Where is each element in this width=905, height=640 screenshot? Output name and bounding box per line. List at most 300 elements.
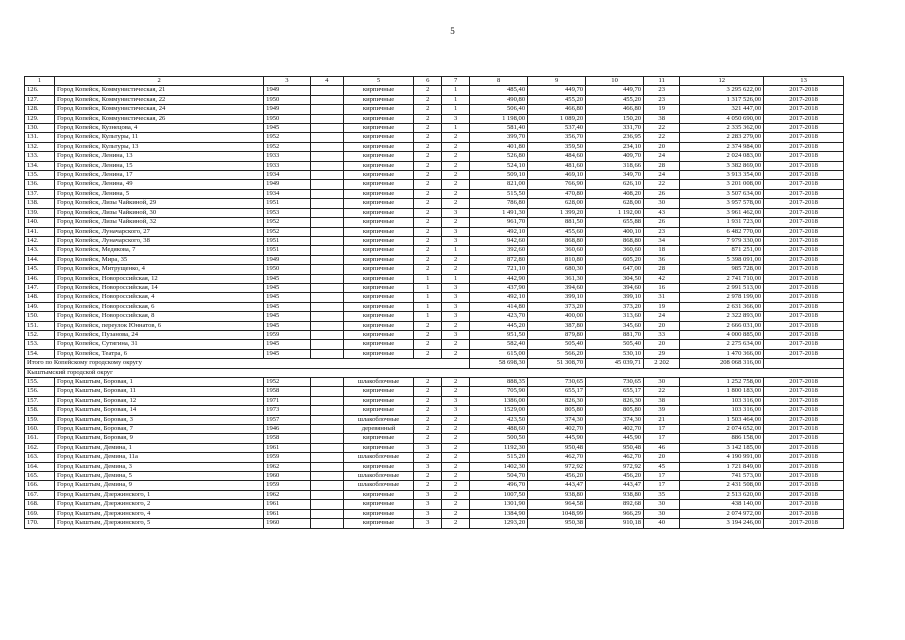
table-cell: 23 <box>644 227 680 236</box>
table-cell: Город Копейск, Культуры, 11 <box>55 133 264 142</box>
table-cell: кирпичные <box>343 490 413 499</box>
table-cell: 154. <box>25 349 55 358</box>
table-cell <box>310 330 343 339</box>
table-cell: кирпичные <box>343 86 413 95</box>
table-cell: 3 <box>442 236 470 245</box>
table-cell <box>310 142 343 151</box>
table-cell: 374,30 <box>528 415 586 424</box>
table-cell: 423,70 <box>470 312 528 321</box>
table-cell: 3 142 185,00 <box>680 443 764 452</box>
table-cell: 964,58 <box>528 500 586 509</box>
table-cell: 524,10 <box>470 161 528 170</box>
table-cell: 2017-2018 <box>764 330 844 339</box>
table-cell: 2 <box>414 114 442 123</box>
table-cell: 582,40 <box>470 340 528 349</box>
table-cell: 40 <box>644 519 680 528</box>
table-cell: 1 <box>414 274 442 283</box>
table-cell: 414,80 <box>470 302 528 311</box>
table-row <box>25 443 844 452</box>
table-cell: 3 961 462,00 <box>680 208 764 217</box>
table-cell: 2017-2018 <box>764 218 844 227</box>
table-cell: 1402,30 <box>470 462 528 471</box>
table-cell: шлакоблочные <box>343 472 413 481</box>
table-cell: 950,38 <box>528 519 586 528</box>
table-cell: 140. <box>25 218 55 227</box>
table-cell: 2 <box>442 349 470 358</box>
table-cell: Город Копейск, Лизы Чайкиной, 32 <box>55 218 264 227</box>
table-cell: 2017-2018 <box>764 293 844 302</box>
table-cell: 1 <box>442 105 470 114</box>
table-cell: 2 <box>442 180 470 189</box>
table-cell: 442,90 <box>470 274 528 283</box>
table-row <box>25 114 844 123</box>
table-cell: 141. <box>25 227 55 236</box>
table-cell: 34 <box>644 236 680 245</box>
table-cell <box>310 321 343 330</box>
table-cell: 1 317 526,00 <box>680 95 764 104</box>
table-cell: 3 <box>442 396 470 405</box>
table-cell: 2 024 083,00 <box>680 152 764 161</box>
table-cell: 492,10 <box>470 293 528 302</box>
table-cell: кирпичные <box>343 302 413 311</box>
table-cell: кирпичные <box>343 387 413 396</box>
table-cell: 22 <box>644 133 680 142</box>
table-row <box>25 199 844 208</box>
table-cell: 2017-2018 <box>764 378 844 387</box>
table-cell: 2017-2018 <box>764 519 844 528</box>
table-cell: 2 <box>414 330 442 339</box>
table-cell: 910,18 <box>586 519 644 528</box>
table-cell: 373,20 <box>586 302 644 311</box>
table-cell: 36 <box>644 255 680 264</box>
table-cell: 1946 <box>264 425 311 434</box>
table-cell: 3 <box>442 114 470 123</box>
table-cell: 892,68 <box>586 500 644 509</box>
table-cell: Город Кыштым, Демина, 1 <box>55 443 264 452</box>
table-cell: 445,20 <box>470 321 528 330</box>
table-cell: 2 <box>414 472 442 481</box>
table-cell: 29 <box>644 349 680 358</box>
table-cell: 17 <box>644 481 680 490</box>
table-cell: кирпичные <box>343 330 413 339</box>
table-cell: 2017-2018 <box>764 208 844 217</box>
table-cell: 2 <box>414 152 442 161</box>
table-cell: кирпичные <box>343 293 413 302</box>
table-cell: 3 <box>442 406 470 415</box>
table-cell: 20 <box>644 142 680 151</box>
table-row <box>25 312 844 321</box>
table-cell: 11 <box>644 77 680 86</box>
table-cell: 2017-2018 <box>764 425 844 434</box>
table-cell: 408,20 <box>586 189 644 198</box>
table-cell: 1 <box>414 312 442 321</box>
table-cell: Город Кыштым, Боровая, 12 <box>55 396 264 405</box>
table-cell: 167. <box>25 490 55 499</box>
table-cell: 705,90 <box>470 387 528 396</box>
table-cell: 3 957 578,00 <box>680 199 764 208</box>
table-row <box>25 302 844 311</box>
table-cell: 2 <box>414 434 442 443</box>
table-row <box>25 434 844 443</box>
table-cell: 5 <box>343 77 413 86</box>
table-cell: Город Кыштым, Дзержинского, 5 <box>55 519 264 528</box>
table-cell: 886 158,00 <box>680 434 764 443</box>
table-row <box>25 509 844 518</box>
table-cell: 3 <box>414 490 442 499</box>
table-cell: 504,70 <box>470 472 528 481</box>
table-cell: 1945 <box>264 312 311 321</box>
table-cell: 1949 <box>264 105 311 114</box>
table-cell <box>310 425 343 434</box>
table-cell: 6 482 770,00 <box>680 227 764 236</box>
table-cell: 2 322 893,00 <box>680 312 764 321</box>
total-row <box>25 359 844 368</box>
table-cell: 2 <box>414 105 442 114</box>
table-cell: 331,70 <box>586 124 644 133</box>
table-cell: кирпичные <box>343 180 413 189</box>
table-cell: 1961 <box>264 500 311 509</box>
table-cell: 165. <box>25 472 55 481</box>
table-cell: Город Копейск, Новороссийская, 8 <box>55 312 264 321</box>
table-cell: 1952 <box>264 378 311 387</box>
table-cell: 2 <box>414 199 442 208</box>
table-cell: Город Кыштым, Демина, 5 <box>55 472 264 481</box>
table-cell <box>310 218 343 227</box>
table-cell: 20 <box>644 340 680 349</box>
table-cell: 485,40 <box>470 86 528 95</box>
table-cell: кирпичные <box>343 509 413 518</box>
table-cell: 402,70 <box>528 425 586 434</box>
table-cell: 581,40 <box>470 124 528 133</box>
table-cell: кирпичные <box>343 406 413 415</box>
table-cell: 1933 <box>264 152 311 161</box>
table-cell: кирпичные <box>343 114 413 123</box>
table-cell: 164. <box>25 462 55 471</box>
table-cell: 966,29 <box>586 509 644 518</box>
table-cell: кирпичные <box>343 396 413 405</box>
table-cell: 2017-2018 <box>764 114 844 123</box>
table-cell: 1973 <box>264 406 311 415</box>
table-cell: 2 <box>442 142 470 151</box>
table-cell <box>310 509 343 518</box>
table-cell: 2 <box>414 180 442 189</box>
table-cell: кирпичные <box>343 189 413 198</box>
table-cell: 373,20 <box>528 302 586 311</box>
table-cell: шлакоблочные <box>343 378 413 387</box>
table-row <box>25 387 844 396</box>
table-cell: 1386,00 <box>470 396 528 405</box>
table-cell <box>310 265 343 274</box>
table-cell: кирпичные <box>343 321 413 330</box>
table-cell: 7 979 330,00 <box>680 236 764 245</box>
table-cell: 1951 <box>264 236 311 245</box>
table-cell: 30 <box>644 199 680 208</box>
table-cell: 2017-2018 <box>764 95 844 104</box>
table-cell: 7 <box>442 77 470 86</box>
table-cell: Город Кыштым, Демина, 11а <box>55 453 264 462</box>
table-cell: Город Копейск, Театра, 6 <box>55 349 264 358</box>
table-cell: 43 <box>644 208 680 217</box>
table-cell <box>310 453 343 462</box>
table-cell: 1949 <box>264 180 311 189</box>
table-cell: 462,70 <box>528 453 586 462</box>
table-cell: 1945 <box>264 293 311 302</box>
table-cell <box>310 95 343 104</box>
table-cell: 2 <box>414 161 442 170</box>
table-cell: Город Кыштым, Боровая, 7 <box>55 425 264 434</box>
table-cell: 2 <box>414 218 442 227</box>
table-cell: кирпичные <box>343 255 413 264</box>
table-cell: 128. <box>25 105 55 114</box>
table-cell: 2 <box>414 349 442 358</box>
table-cell: 492,10 <box>470 227 528 236</box>
table-cell: 402,70 <box>586 425 644 434</box>
table-cell: 868,80 <box>586 236 644 245</box>
table-cell: 2 <box>442 509 470 518</box>
table-cell: 150,20 <box>586 114 644 123</box>
table-cell: 1 931 723,00 <box>680 218 764 227</box>
table-cell: Город Копейск, Ленина, 13 <box>55 152 264 161</box>
table-cell: 2 <box>414 236 442 245</box>
table-cell: 360,60 <box>528 246 586 255</box>
table-cell: 24 <box>644 152 680 161</box>
table-row <box>25 340 844 349</box>
table-cell: 821,00 <box>470 180 528 189</box>
table-cell: 129. <box>25 114 55 123</box>
table-cell: 138. <box>25 199 55 208</box>
table-row <box>25 105 844 114</box>
table-cell: 1 198,00 <box>470 114 528 123</box>
table-cell: 2017-2018 <box>764 105 844 114</box>
table-row <box>25 161 844 170</box>
table-row <box>25 171 844 180</box>
table-cell: 162. <box>25 443 55 452</box>
table-cell: 2 <box>442 189 470 198</box>
table-cell: 2017-2018 <box>764 387 844 396</box>
table-cell: 313,60 <box>586 312 644 321</box>
table-cell: 2 <box>414 378 442 387</box>
table-cell: 318,66 <box>586 161 644 170</box>
table-row <box>25 152 844 161</box>
table-cell: 1934 <box>264 189 311 198</box>
table-cell: 537,40 <box>528 124 586 133</box>
table-cell: 21 <box>644 415 680 424</box>
table-cell: Город Кыштым, Дзержинского, 2 <box>55 500 264 509</box>
table-cell: 12 <box>680 77 764 86</box>
table-cell: 868,80 <box>528 236 586 245</box>
table-cell: кирпичные <box>343 161 413 170</box>
table-cell: 361,30 <box>528 274 586 283</box>
table-cell: 881,50 <box>528 218 586 227</box>
table-cell: 972,92 <box>528 462 586 471</box>
table-cell: 3 913 354,00 <box>680 171 764 180</box>
table-cell: Город Копейск, Коммунистическая, 22 <box>55 95 264 104</box>
table-cell: 872,80 <box>470 255 528 264</box>
table-cell: 399,10 <box>528 293 586 302</box>
table-cell: 961,70 <box>470 218 528 227</box>
table-cell: 2 <box>442 340 470 349</box>
table-cell: 103 316,00 <box>680 406 764 415</box>
table-cell: 2 <box>442 443 470 452</box>
table-cell: 466,80 <box>586 105 644 114</box>
table-cell: 1962 <box>264 490 311 499</box>
table-cell: 9 <box>528 77 586 86</box>
table-cell: 1007,50 <box>470 490 528 499</box>
table-cell: кирпичные <box>343 265 413 274</box>
table-cell: 2017-2018 <box>764 490 844 499</box>
table-cell: 22 <box>644 387 680 396</box>
table-cell: 469,10 <box>528 171 586 180</box>
table-cell: 1949 <box>264 86 311 95</box>
table-cell: 1301,90 <box>470 500 528 509</box>
table-cell: Город Копейск, Новороссийская, 6 <box>55 302 264 311</box>
table-cell: 437,90 <box>470 283 528 292</box>
table-cell: 1950 <box>264 95 311 104</box>
table-cell <box>310 396 343 405</box>
table-cell: 3 <box>414 519 442 528</box>
table-row <box>25 349 844 358</box>
table-row <box>25 255 844 264</box>
table-cell: 19 <box>644 302 680 311</box>
table-cell: 2 <box>414 406 442 415</box>
table-row <box>25 415 844 424</box>
table-cell: Город Копейск, Луначарского, 27 <box>55 227 264 236</box>
table-cell: 2 <box>414 124 442 133</box>
table-cell: 2 <box>414 415 442 424</box>
table-cell: 2 <box>414 171 442 180</box>
table-cell: кирпичные <box>343 227 413 236</box>
table-cell: 2 <box>414 208 442 217</box>
table-cell: Город Кыштым, Боровая, 1 <box>55 378 264 387</box>
table-cell: 130. <box>25 124 55 133</box>
table-row <box>25 425 844 434</box>
table-cell: 1934 <box>264 171 311 180</box>
table-cell: 2 <box>55 77 264 86</box>
table-row <box>25 406 844 415</box>
table-cell: 455,20 <box>586 95 644 104</box>
table-row <box>25 283 844 292</box>
table-cell: 766,90 <box>528 180 586 189</box>
table-cell: 2017-2018 <box>764 255 844 264</box>
table-cell: 470,80 <box>528 189 586 198</box>
table-cell: 2 <box>414 255 442 264</box>
table-cell: 1 <box>442 86 470 95</box>
table-cell: 1945 <box>264 349 311 358</box>
table-cell: Город Копейск, Ленина, 49 <box>55 180 264 189</box>
table-cell: 826,30 <box>528 396 586 405</box>
table-cell: Город Копейск, Коммунистическая, 24 <box>55 105 264 114</box>
table-cell: 456,20 <box>586 472 644 481</box>
table-cell: 3 <box>442 293 470 302</box>
table-cell: 30 <box>644 500 680 509</box>
table-cell: 51 308,70 <box>528 359 586 368</box>
table-cell: кирпичные <box>343 199 413 208</box>
table-cell: 2 <box>414 189 442 198</box>
table-cell <box>310 312 343 321</box>
table-cell: 985 728,00 <box>680 265 764 274</box>
table-cell: 142. <box>25 236 55 245</box>
table-cell: 166. <box>25 481 55 490</box>
table-cell: кирпичные <box>343 340 413 349</box>
table-cell: 134. <box>25 161 55 170</box>
table-cell: 1952 <box>264 133 311 142</box>
table-cell: Город Копейск, Митрущенко, 4 <box>55 265 264 274</box>
table-cell: 2017-2018 <box>764 161 844 170</box>
table-cell: 2 513 620,00 <box>680 490 764 499</box>
table-cell: 168. <box>25 500 55 509</box>
table-cell: 2017-2018 <box>764 453 844 462</box>
table-cell: 1 491,30 <box>470 208 528 217</box>
table-cell: 628,00 <box>528 199 586 208</box>
table-cell: Город Копейск, Луначарского, 38 <box>55 236 264 245</box>
table-cell: 3 507 634,00 <box>680 189 764 198</box>
table-cell: 2017-2018 <box>764 340 844 349</box>
table-row <box>25 86 844 95</box>
table-cell: 30 <box>644 378 680 387</box>
table-cell: 466,80 <box>528 105 586 114</box>
table-cell: кирпичные <box>343 283 413 292</box>
table-cell: 135. <box>25 171 55 180</box>
table-cell: 2 <box>442 425 470 434</box>
table-cell: 3 <box>442 312 470 321</box>
table-cell: 18 <box>644 246 680 255</box>
table-cell: Город Кыштым, Дзержинского, 1 <box>55 490 264 499</box>
table-cell: 136. <box>25 180 55 189</box>
table-cell: 1962 <box>264 462 311 471</box>
table-cell <box>310 293 343 302</box>
table-cell: 942,60 <box>470 236 528 245</box>
table-cell: 1961 <box>264 509 311 518</box>
table-cell: 1 470 366,00 <box>680 349 764 358</box>
table-cell: Город Копейск, переулок Юннатов, 6 <box>55 321 264 330</box>
table-cell: 2017-2018 <box>764 349 844 358</box>
table-cell: 456,20 <box>528 472 586 481</box>
table-cell: 139. <box>25 208 55 217</box>
table-cell: 356,70 <box>528 133 586 142</box>
table-cell: 42 <box>644 274 680 283</box>
table-cell: 1 089,20 <box>528 114 586 123</box>
table-header-row <box>25 77 844 86</box>
table-cell: 1 <box>414 293 442 302</box>
table-cell <box>310 133 343 142</box>
table-cell: 2017-2018 <box>764 321 844 330</box>
table-cell: кирпичные <box>343 142 413 151</box>
table-cell: кирпичные <box>343 274 413 283</box>
table-cell: 155. <box>25 378 55 387</box>
table-cell: 1 <box>414 302 442 311</box>
table-cell: 304,50 <box>586 274 644 283</box>
table-cell: 39 <box>644 406 680 415</box>
table-cell: 2 074 972,00 <box>680 509 764 518</box>
table-cell: 374,30 <box>586 415 644 424</box>
table-cell: 45 <box>644 462 680 471</box>
table-cell: 2 074 652,00 <box>680 425 764 434</box>
table-cell: 409,70 <box>586 152 644 161</box>
table-cell: 2 <box>414 387 442 396</box>
table-cell: кирпичные <box>343 218 413 227</box>
table-cell <box>310 406 343 415</box>
table-cell <box>310 180 343 189</box>
table-cell: 2 <box>442 434 470 443</box>
table-cell: 400,10 <box>586 227 644 236</box>
table-cell: 972,92 <box>586 462 644 471</box>
table-cell: 6 <box>414 77 442 86</box>
table-cell: 786,80 <box>470 199 528 208</box>
table-cell: 131. <box>25 133 55 142</box>
table-cell: 1951 <box>264 199 311 208</box>
table-row <box>25 236 844 245</box>
table-cell: Город Кыштым, Демина, 9 <box>55 481 264 490</box>
